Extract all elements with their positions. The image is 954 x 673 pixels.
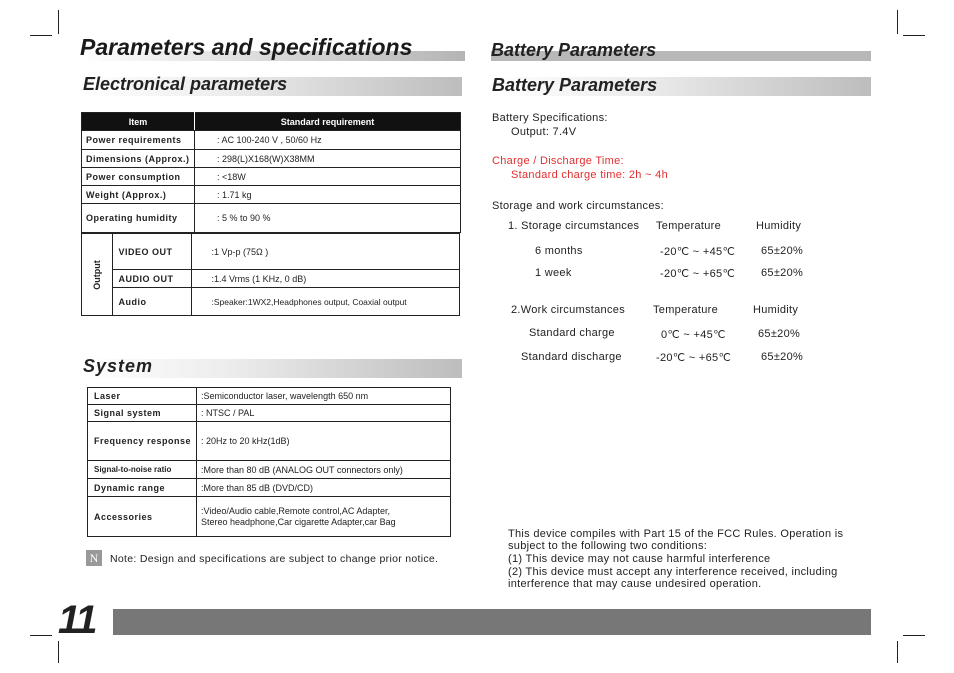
system-row-value: :More than 80 dB (ANALOG OUT connectors only) xyxy=(197,461,451,479)
row-value: : 298(L)X168(W)X38MM xyxy=(195,150,461,168)
page-number: 11 xyxy=(58,598,96,642)
work-row-temp: 0℃ ~ +45℃ xyxy=(661,329,726,341)
work-col-temperature: Temperature xyxy=(653,304,719,316)
page-title: Parameters and specifications xyxy=(80,34,413,60)
output-row-label: Audio xyxy=(112,288,191,316)
fcc-line: subject to the following two conditions: xyxy=(508,540,708,552)
system-row-value: : NTSC / PAL xyxy=(197,405,451,422)
crop-mark xyxy=(58,10,59,34)
storage-row-temp: -20℃ ~ +65℃ xyxy=(660,268,736,280)
crop-mark xyxy=(903,35,925,36)
charge-time: Standard charge time: 2h ~ 4h xyxy=(511,169,668,181)
header-standard: Standard requirement xyxy=(195,113,461,131)
output-row-value: :1.4 Vrms (1 KHz, 0 dB) xyxy=(191,270,460,288)
output-row-label: AUDIO OUT xyxy=(112,270,191,288)
footer-bar xyxy=(113,609,871,635)
battery-title-top: Battery Parameters xyxy=(491,40,657,60)
work-heading: 2.Work circumstances xyxy=(511,304,625,316)
system-row-value: :Video/Audio cable,Remote control,AC Adapter, Stereo headphone,Car cigarette Adapter,car Bag xyxy=(197,497,451,537)
storage-row-label: 6 months xyxy=(535,245,583,257)
system-row-value: :More than 85 dB (DVD/CD) xyxy=(197,479,451,497)
crop-mark xyxy=(30,35,52,36)
storage-row-humidity: 65±20% xyxy=(761,245,804,257)
output-row-label: VIDEO OUT xyxy=(112,234,191,270)
battery-spec-label: Battery Specifications: xyxy=(492,112,608,124)
row-value: : AC 100-240 V , 50/60 Hz xyxy=(195,131,461,150)
system-row-label: Laser xyxy=(88,388,197,405)
row-label: Dimensions (Approx.) xyxy=(82,150,195,168)
battery-section-title: Battery Parameters xyxy=(492,75,658,95)
storage-col-temperature: Temperature xyxy=(656,220,722,232)
header-item: Item xyxy=(82,113,195,131)
system-row-label: Frequency response xyxy=(88,422,197,461)
output-group xyxy=(82,234,113,316)
storage-label: Storage and work circumstances: xyxy=(492,200,664,212)
row-label: Operating humidity xyxy=(82,204,195,233)
crop-mark xyxy=(897,641,898,663)
output-row-value: :Speaker:1WX2,Headphones output, Coaxial output xyxy=(191,288,460,316)
row-label: Weight (Approx.) xyxy=(82,186,195,204)
system-row-label: Dynamic range xyxy=(88,479,197,497)
output-label: Output xyxy=(91,259,102,290)
row-label: Power requirements xyxy=(82,131,195,150)
row-value: : 5 % to 90 % xyxy=(195,204,461,233)
fcc-line: This device compiles with Part 15 of the FCC Rules. Operation is xyxy=(508,528,844,540)
system-row-label: Signal system xyxy=(88,405,197,422)
output-table xyxy=(81,233,460,316)
note-icon: N xyxy=(86,550,102,566)
crop-mark xyxy=(58,641,59,663)
electronical-section-title: Electronical parameters xyxy=(83,74,288,94)
system-row-value: : 20Hz to 20 kHz(1dB) xyxy=(197,422,451,461)
row-value: : <18W xyxy=(195,168,461,186)
system-row-label: Accessories xyxy=(88,497,197,537)
fcc-line: interference that may cause undesired operation. xyxy=(508,578,762,590)
fcc-line: (1) This device may not cause harmful interference xyxy=(508,553,771,565)
work-row-humidity: 65±20% xyxy=(761,351,804,363)
work-row-label: Standard charge xyxy=(529,327,615,339)
charge-label: Charge / Discharge Time: xyxy=(492,155,624,167)
storage-heading: 1. Storage circumstances xyxy=(508,220,640,232)
crop-mark xyxy=(897,10,898,34)
output-row-value: :1 Vp-p (75Ω ) xyxy=(191,234,460,270)
fcc-line: (2) This device must accept any interference received, including xyxy=(508,566,838,578)
system-row-label: Signal-to-noise ratio xyxy=(88,461,197,479)
note-text: Note: Design and specifications are subject to change prior notice. xyxy=(110,553,439,565)
row-label: Power consumption xyxy=(82,168,195,186)
system-row-value: :Semiconductor laser, wavelength 650 nm xyxy=(197,388,451,405)
work-row-label: Standard discharge xyxy=(521,351,622,363)
work-row-humidity: 65±20% xyxy=(758,328,801,340)
crop-mark xyxy=(30,635,52,636)
work-col-humidity: Humidity xyxy=(753,304,799,316)
storage-row-humidity: 65±20% xyxy=(761,267,804,279)
battery-output: Output: 7.4V xyxy=(511,126,577,138)
row-value: : 1.71 kg xyxy=(195,186,461,204)
system-table xyxy=(87,387,451,537)
storage-row-temp: -20℃ ~ +45℃ xyxy=(660,246,736,258)
system-section-title: System xyxy=(83,356,154,376)
electronical-table xyxy=(81,112,461,233)
storage-col-humidity: Humidity xyxy=(756,220,802,232)
storage-row-label: 1 week xyxy=(535,267,572,279)
crop-mark xyxy=(903,635,925,636)
work-row-temp: -20℃ ~ +65℃ xyxy=(656,352,732,364)
